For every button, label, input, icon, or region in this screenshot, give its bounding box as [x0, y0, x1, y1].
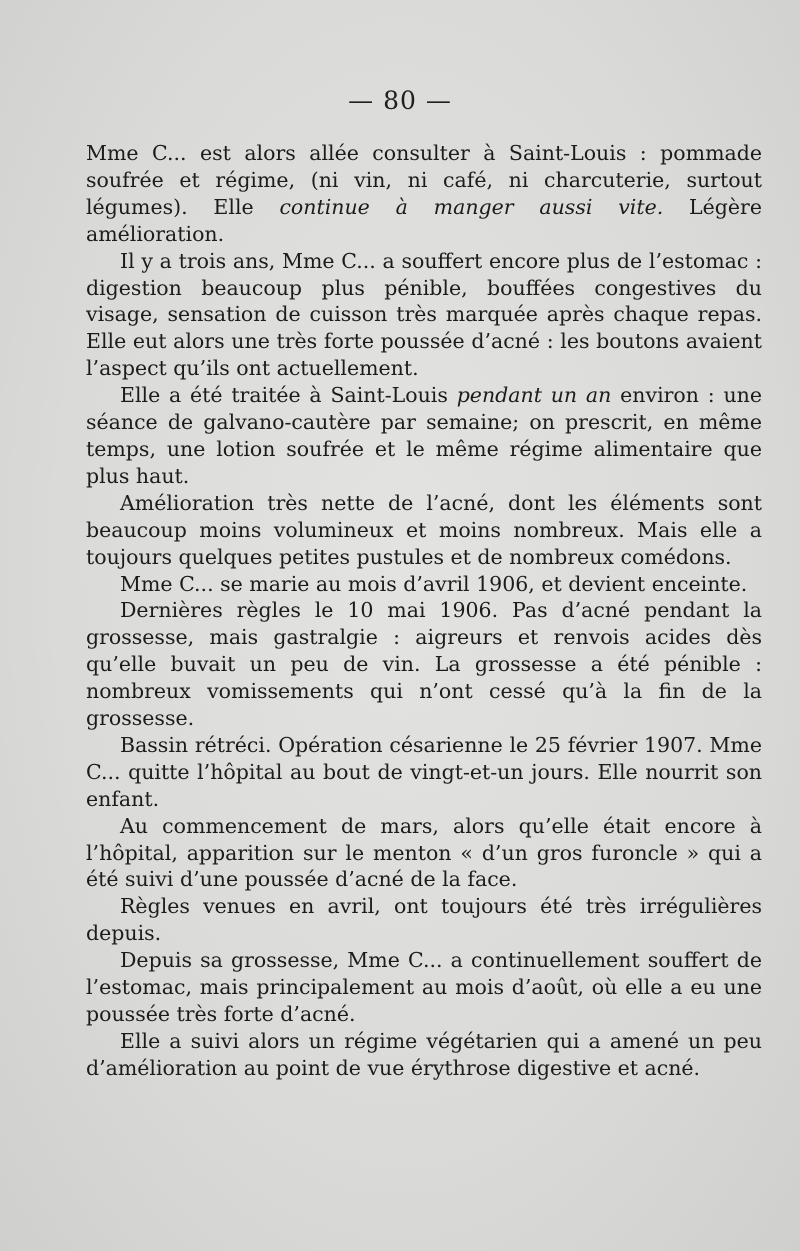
paragraph: Mme C... est alors allée consulter à Saint-Louis : pommade soufrée et régime, (ni vin, ni café, ni charcuterie, surtout légumes). Elle continue à manger aussi vite. Légère amélioration. [86, 141, 762, 246]
page-number: — 80 — [348, 86, 452, 115]
paragraph: Elle a suivi alors un régime végétarien qui a amené un peu d’amélioration au point de vue érythrose digestive et acné. [86, 1028, 762, 1080]
paragraph: Dernières règles le 10 mai 1906. Pas d’acné pendant la grossesse, mais gastralgie : aigreurs et renvois acides dès qu’elle buvait un peu de vin. La grossesse a été pénible : nombreux vomissements qui n’ont cessé qu’à la fin de la grossesse. [86, 598, 762, 731]
body-text [86, 140, 762, 1082]
paragraph: Elle a été traitée à Saint-Louis pendant un an environ : une séance de galvano-cautère par semaine; on prescrit, en même temps, une lotion soufrée et le même régime alimentaire que plus haut. [86, 383, 763, 488]
paragraph: Amélioration très nette de l’acné, dont les éléments sont beaucoup moins volumineux et moins nombreux. Mais elle a toujours quelques petites pustules et de nombreux comédons. [86, 490, 762, 569]
paragraph: Bassin rétréci. Opération césarienne le 25 février 1907. Mme C... quitte l’hôpital au bout de vingt-et-un jours. Elle nourrit son enfant. [86, 732, 762, 811]
paragraph: Depuis sa grossesse, Mme C... a continuellement souffert de l’estomac, mais principalement au mois d’août, où elle a eu une poussée très forte d’acné. [86, 948, 762, 1026]
paragraph: Règles venues en avril, ont toujours été très irrégulières depuis. [86, 894, 762, 946]
paragraph: Au commencement de mars, alors qu’elle était encore à l’hôpital, apparition sur le menton « d’un gros furoncle » qui a été suivi d’une poussée d’acné de la face. [86, 813, 762, 892]
paragraph: Mme C... se marie au mois d’avril 1906, et devient enceinte. [120, 571, 748, 596]
paragraph: Il y a trois ans, Mme C... a souffert encore plus de l’estomac : digestion beaucoup plus pénible, bouffées congestives du visage, sensation de cuisson très marquée après chaque repas. Elle eut alors une très forte poussée d’acné : les boutons avaient l’aspect qu’ils ont actuellement. [86, 248, 762, 381]
